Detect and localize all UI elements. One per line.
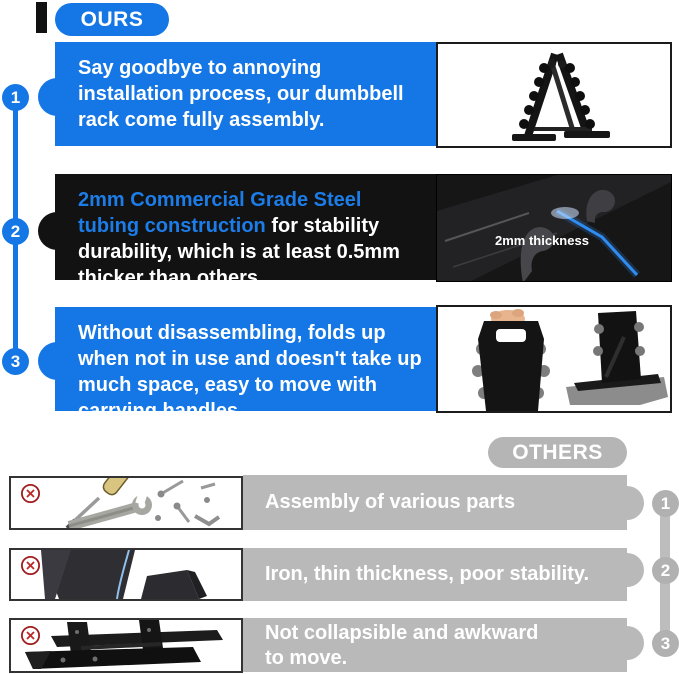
ours-step3-text: Without disassembling, folds up when not in use and doesn't take up much space, easy to move with carrying handles. — [78, 322, 422, 422]
folded-rack-icon — [438, 307, 672, 413]
others-pill-label: OTHERS — [512, 440, 603, 464]
ours-accent-tab — [36, 2, 47, 33]
thickness-caption: 2mm thickness — [495, 233, 589, 248]
others-row1-number — [652, 490, 679, 517]
thin-iron-plate-icon — [11, 550, 241, 599]
rigid-stand-base-icon — [11, 620, 241, 671]
red-x-icon — [20, 483, 41, 504]
ours-step3-image — [436, 305, 672, 413]
ours-step2-image — [436, 174, 672, 282]
others-row2-textbox — [243, 548, 627, 601]
ours-step2-text: for stability durability, which is at least 0.5mm thicker than others. — [78, 215, 400, 289]
others-row3-image — [9, 618, 243, 673]
step3-num-label: 3 — [10, 351, 21, 371]
ours-step2-highlight: 2mm Commercial Grade Steel tubing construction — [78, 189, 362, 237]
ours-step1-image — [436, 42, 672, 148]
ours-step1-text: Say goodbye to annoying installation process, our dumbbell rack come fully assembly. — [78, 57, 404, 131]
assembly-tools-icon — [11, 478, 241, 528]
others-num3-label: 3 — [660, 633, 671, 653]
step1-num-label: 1 — [10, 87, 21, 107]
others-num1-label: 1 — [660, 493, 671, 513]
others-num2-label: 2 — [660, 560, 671, 580]
ours-pill-label: OURS — [80, 7, 144, 31]
dumbbell-rack-icon — [438, 44, 672, 148]
ours-step2-textbox — [55, 174, 436, 289]
others-row3-number — [652, 630, 679, 657]
ours-step3-textbox — [55, 307, 436, 422]
ours-step3-number — [2, 348, 29, 375]
ours-pill — [55, 3, 169, 36]
others-row1-text: Assembly of various parts — [265, 491, 516, 513]
others-pill — [488, 437, 627, 468]
steel-tube-closeup-icon — [437, 175, 672, 282]
others-row3-textbox — [243, 618, 627, 672]
others-row2-number — [652, 557, 679, 584]
red-x-icon — [20, 555, 41, 576]
others-row2-image — [9, 548, 243, 601]
others-row1-textbox — [243, 475, 627, 530]
ours-step1-textbox — [55, 42, 436, 146]
others-row3-text: Not collapsible and awkward to move. — [265, 622, 539, 669]
ours-step1-number — [2, 84, 29, 111]
others-row1-image — [9, 476, 243, 530]
ours-step2-number — [2, 218, 29, 245]
red-x-icon — [20, 625, 41, 646]
others-row2-text: Iron, thin thickness, poor stability. — [265, 563, 590, 585]
step2-num-label: 2 — [10, 221, 21, 241]
